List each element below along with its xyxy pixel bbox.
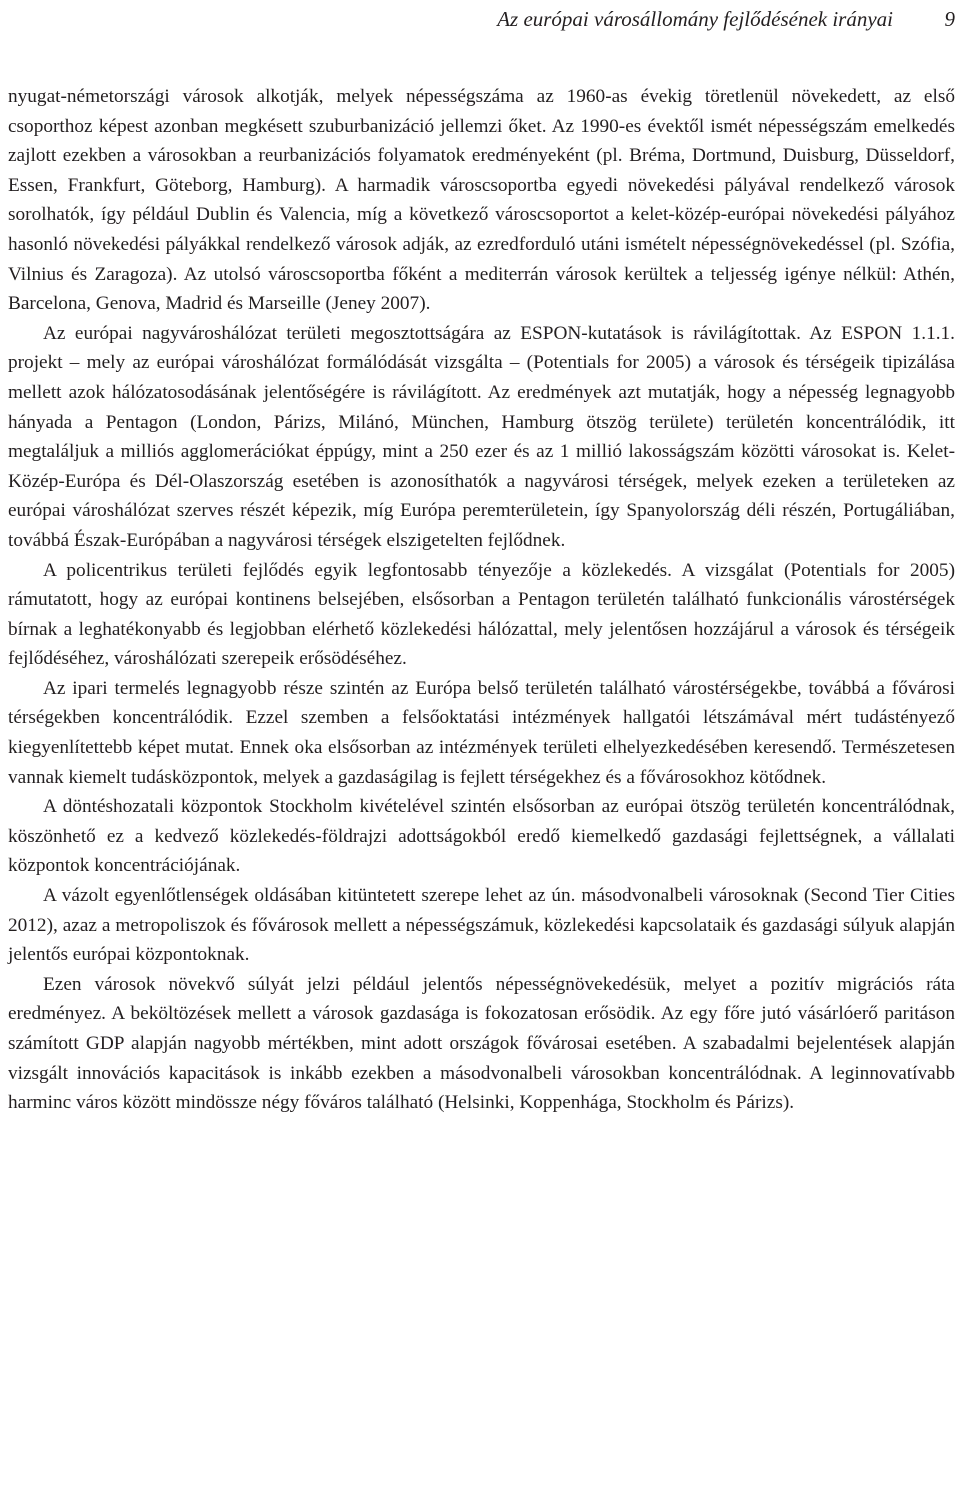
- document-page: [8, 0, 955, 1504]
- paragraph: A vázolt egyenlőtlenségek oldásában kitüntetett szerepe lehet az ún. másodvonalbeli városoknak (Second Tier Cities 2012), azaz a metropoliszok és fővárosok mellett a népességszámuk, közlekedési kapcsolataik és gazdasági súlyuk alapján jelentős európai központoknak.: [8, 885, 955, 966]
- paragraph: Ezen városok növekvő súlyát jelzi például jelentős népességnövekedésük, melyet a pozitív migrációs ráta eredményez. A beköltözések mellett a városok gazdasága is fokozatosan erősödik. Az egy főre jutó vásárlóerő paritáson számított GDP alapján nagyobb mértékben, mint adott országok fővárosai esetében. A szabadalmi bejelentések alapján vizsgált innovációs kapacitások is inkább ezekben a másodvonalbeli városokban koncentrálódnak. A leginnovatívabb harminc város között mindössze négy főváros található (Helsinki, Koppenhága, Stockholm és Párizs).: [8, 973, 955, 1114]
- page-number: 9: [944, 7, 955, 31]
- running-header-title: Az európai városállomány fejlődésének irányai: [497, 7, 893, 31]
- running-header: [8, 3, 955, 35]
- paragraph: Az európai nagyvároshálózat területi megosztottságára az ESPON-kutatások is rávilágítottak. Az ESPON 1.1.1. projekt – mely az európai városhálózat formálódását vizsgálta – (Potentials for 2005) a városok és térségeik tipizálása mellett azok hálózatosodásának jelentőségére is rávilágított. Az eredmények azt mutatják, hogy a népesség legnagyobb hányada a Pentagon (London, Párizs, Milánó, München, Hamburg ötszög területe) területén koncentrálódik, itt megtaláljuk a milliós agglomerációkat éppúgy, mint a 250 ezer és az 1 millió lakosságszám közötti városokat is. Kelet-Közép-Európa és Dél-Olaszország esetében is azonosíthatók a nagyvárosi térségek, melyek ezeken a területeken az európai városhálózat szerves részét képezik, míg Európa peremterületein, így Spanyolország déli részén, Portugáliában, továbbá Észak-Európában a nagyvárosi térségek elszigetelten fejlődnek.: [8, 322, 955, 551]
- paragraph: nyugat-németországi városok alkotják, melyek népességszáma az 1960-as évekig töretlenül növekedett, az első csoporthoz képest azonban megkésett szuburbanizáció jellemzi őket. Az 1990-es évektől ismét népességszám emelkedés zajlott ezekben a városokban a reurbanizációs folyamatok eredményeként (pl. Bréma, Dortmund, Duisburg, Düsseldorf, Essen, Frankfurt, Göteborg, Hamburg). A harmadik városcsoportba egyedi növekedési pályával rendelkező városok sorolhatók, így például Dublin és Valencia, míg a következő városcsoportot a kelet-közép-európai növekedési pályához hasonló növekedési pályákkal rendelkező városok adják, az ezredforduló utáni ismételt népességnövekedéssel (pl. Szófia, Vilnius és Zaragoza). Az utolsó városcsoportba főként a mediterrán városok kerültek a teljesség igénye nélkül: Athén, Barcelona, Genova, Madrid és Marseille (Jeney 2007).: [8, 86, 955, 315]
- paragraph: A policentrikus területi fejlődés egyik legfontosabb tényezője a közlekedés. A vizsgálat (Potentials for 2005) rámutatott, hogy az európai kontinens belsejében, elsősorban a Pentagon területén található funkcionális várostérségek bírnak a leghatékonyabb és legjobban elérhető közlekedési hálózattal, mely jelentősen hozzájárul a városok és térségeik fejlődéséhez, városhálózati szerepeik erősödéséhez.: [8, 559, 955, 670]
- paragraph: Az ipari termelés legnagyobb része szintén az Európa belső területén található várostérségekbe, továbbá a fővárosi térségekben koncentrálódik. Ezzel szemben a felsőoktatási intézmények hallgatói létszámával mért tudástényező kiegyenlítettebb képet mutat. Ennek oka elsősorban az intézmények területi elhelyezkedésében keresendő. Természetesen vannak kiemelt tudásközpontok, melyek a gazdaságilag is fejlett térségekhez és a fővárosokhoz kötődnek.: [8, 677, 955, 788]
- body-text: [8, 82, 955, 1118]
- paragraph: A döntéshozatali központok Stockholm kivételével szintén elsősorban az európai ötszög területén koncentrálódnak, köszönhető ez a kedvező közlekedés-földrajzi adottságokból eredő kiemelkedő gazdasági fejlettségnek, a vállalati központok koncentrációjának.: [8, 796, 955, 877]
